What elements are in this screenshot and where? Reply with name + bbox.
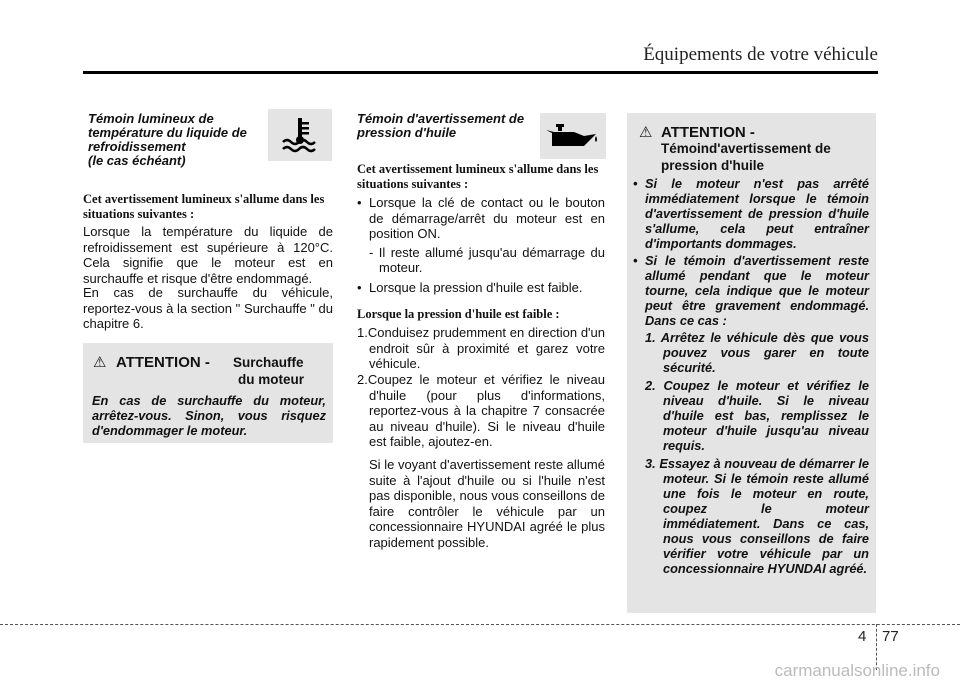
oil-pressure-icon <box>544 122 602 150</box>
header-rule <box>83 71 878 74</box>
oil-bullet-1-sub: - Il reste allumé jusqu'au démarrage du moteur. <box>369 244 605 275</box>
footer-rule <box>0 624 960 625</box>
oil-bullet-1: • Lorsque la clé de contact ou le bouton de démarrage/arrêt du moteur est en position ON. - Il reste allumé jusqu'au démarrage du moteur. <box>357 195 605 276</box>
attention-label: ATTENTION - <box>116 354 210 371</box>
oil-lead: Cet avertissement lumineux s'allume dans les situations suivantes : <box>357 162 599 191</box>
coolant-icon-box <box>268 109 332 161</box>
header-title: Équipements de votre véhicule <box>643 44 878 65</box>
attention-title-a: Témoind'avertissement de <box>661 141 831 156</box>
attention-bullet-1: • Si le moteur n'est pas arrêté immédiatement lorsque le témoin d'avertissement de pression d'huile s'allume, cela peut entraîner d'importants dommages. <box>633 176 869 251</box>
attention-bullet-2: • Si le témoin d'avertissement reste allumé pendant que le moteur tourne, cela indique que le moteur peut être gravement endommagé. Dans ce cas : <box>633 253 869 328</box>
oil-step-1: 1.Conduisez prudemment en direction d'un endroit sûr à proximité et garez votre véhicule. <box>357 325 605 371</box>
oil-bullet-2: • Lorsque la pression d'huile est faible. <box>357 280 605 296</box>
warning-triangle-icon: ⚠ <box>93 354 107 371</box>
page-number: 77 <box>882 628 899 645</box>
oil-pressure-heading: Témoin d'avertissement de pression d'huile <box>357 111 525 140</box>
attention-oil-body <box>633 176 869 576</box>
coolant-heading: Témoin lumineux de température du liquide de refroidissement (le cas échéant) <box>88 111 247 168</box>
attention-oil-box <box>627 113 876 613</box>
coolant-temperature-icon <box>280 116 320 154</box>
watermark: carmanualsonline.info <box>774 661 940 680</box>
oil-lead-2: Lorsque la pression d'huile est faible : <box>357 307 560 321</box>
attention-label: ATTENTION - <box>661 124 755 141</box>
chapter-number: 4 <box>858 628 867 645</box>
coolant-lead: Cet avertissement lumineux s'allume dans les situations suivantes : <box>83 192 325 221</box>
attention-title-b: du moteur <box>238 372 304 387</box>
attention-step-3: 3. Essayez à nouveau de démarrer le moteur. Si le témoin reste allumé une fois le moteur en route, coupez le moteur immédiatement. Dans ce cas, nous vous conseillons de faire vérifier votre véhicule par un concessionnaire HYUNDAI agréé. <box>645 456 869 576</box>
attention-title-b: pression d'huile <box>661 158 764 173</box>
warning-triangle-icon: ⚠ <box>639 124 653 141</box>
attention-step-2: 2. Coupez le moteur et vérifiez le niveau d'huile. Si le niveau d'huile est bas, remplissez le moteur d'huile jusqu'au niveau requis. <box>645 378 869 453</box>
oil-icon-box <box>540 113 606 159</box>
attention-step-1: 1. Arrêtez le véhicule dès que vous pouvez vous garer en toute sécurité. <box>645 330 869 375</box>
oil-step-2: 2.Coupez le moteur et vérifiez le niveau d'huile (pour plus d'informations, reportez-vous à la chapitre 7 consacrée au niveau d'huile). Si le niveau d'huile est faible, ajoutez-en. <box>357 372 605 449</box>
coolant-paragraph-2: En cas de surchauffe du véhicule, reportez-vous à la section " Surchauffe " du chapitre 6. <box>83 285 333 331</box>
oil-bullets <box>357 195 605 295</box>
attention-overheat-box <box>83 343 333 443</box>
coolant-paragraph-1: Lorsque la température du liquide de refroidissement est supérieure à 120°C. Cela signifie que le moteur est en surchauffe et risque d'être endommagé. <box>83 224 333 286</box>
attention-overheat-body: En cas de surchauffe du moteur, arrêtez-vous. Sinon, vous risquez d'endommager le moteur. <box>92 393 326 438</box>
attention-title-a: Surchauffe <box>233 355 304 370</box>
oil-step-2-continued: Si le voyant d'avertissement reste allumé suite à l'ajout d'huile ou si l'huile n'est pas disponible, nous vous conseillons de faire contrôler le véhicule par un concessionnaire HYUNDAI agréé le plus rapidement possible. <box>369 457 605 550</box>
